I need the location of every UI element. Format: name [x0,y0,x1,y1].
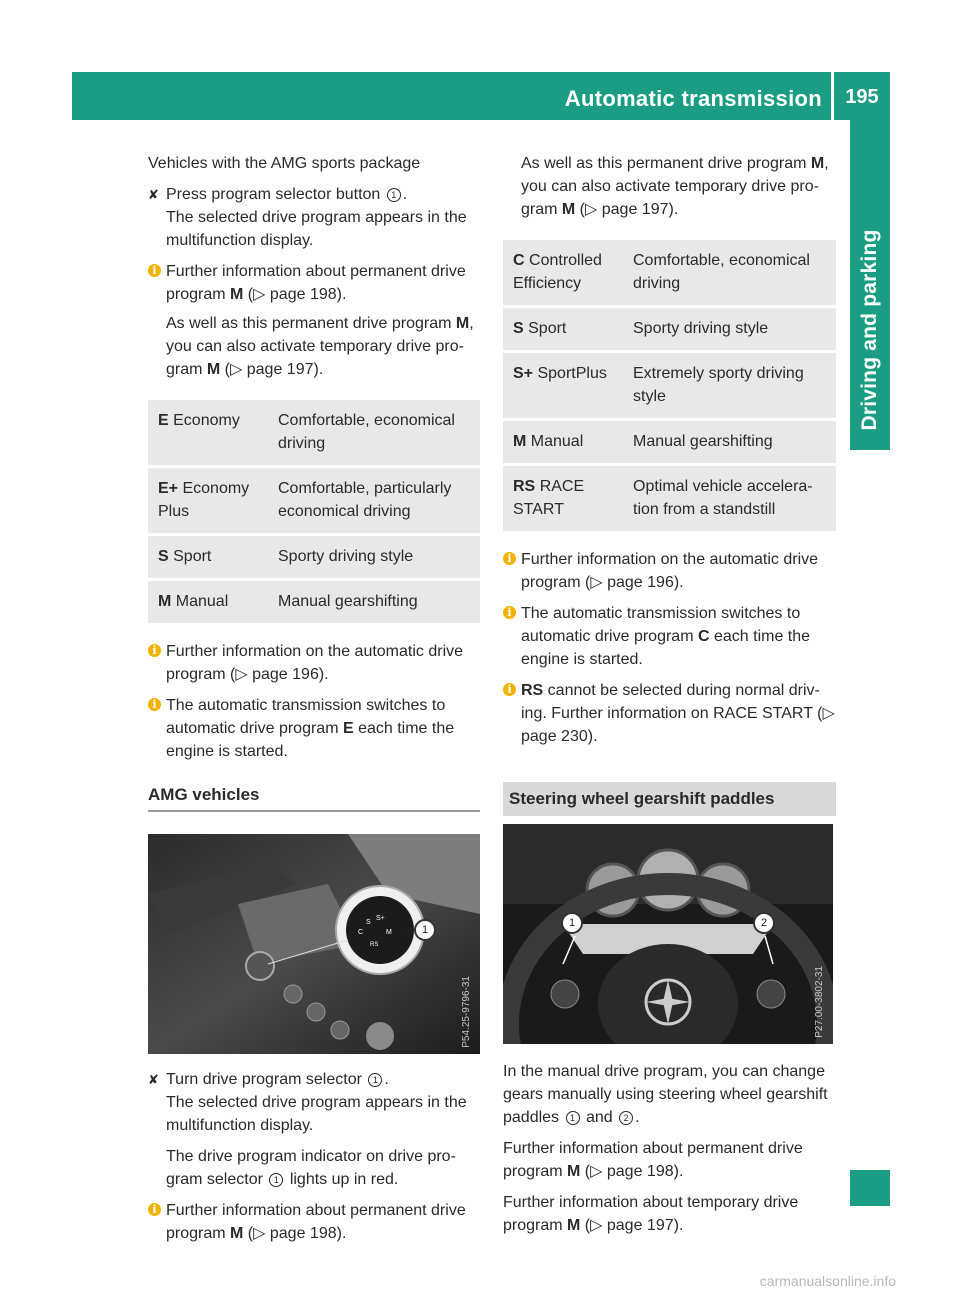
drive-program-table [503,237,836,534]
steering-wheel-illustration [503,824,833,1044]
step-result: The selected drive program appears in the multifunction display. [166,209,467,249]
section-title: Steering wheel gearshift paddles [503,782,836,816]
page-number: 195 [845,86,879,108]
program-description: Comfortable, particularly economical driving [268,468,480,533]
program-code: C [513,252,525,269]
callout-number: 1 [269,1173,283,1187]
instruction-step [148,183,480,252]
program-name-cell [148,581,268,623]
program-name-cell [148,536,268,578]
section-divider [148,810,480,812]
section-title: AMG vehicles [148,785,260,804]
program-description: Comfortable, economical driving [268,400,480,465]
program-description: Comfortable, economical driving [623,240,836,305]
info-icon: i [148,264,161,277]
step-result: The selected drive program appears in the multifunction display. [166,1094,467,1134]
step-arrow-icon: ✘ [148,187,159,202]
info-icon: i [148,698,161,711]
program-description: Sporty driving style [268,536,480,578]
selector-photo [148,834,480,1054]
program-name: Manual [175,593,229,610]
program-name-cell [503,308,623,350]
program-name: Sport [173,548,212,565]
program-name-cell [148,400,268,465]
info-note: i Further information about permanent drive program M (▷ page 198). As well as this permanent drive program M, you can also activate temporary drive pro-gram M (▷ page 197). [148,260,480,381]
table-row [503,421,836,463]
info-icon: i [148,644,161,657]
program-name-cell [503,466,623,531]
right-column [503,152,836,1237]
program-name: Economy [173,412,240,429]
program-description: Manual gearshifting [623,421,836,463]
svg-text:RS: RS [370,942,379,948]
info-note: i The automatic transmission switches to automatic drive program E each time the engine is started. [148,694,480,763]
page-title: Automatic transmission [564,86,822,111]
info-note: i The automatic transmission switches to automatic drive program C each time the engine is started. [503,602,836,671]
instruction-step: ✘ Turn drive program selector 1 . The selected drive program appears in the multifunction display. The drive program indicator on drive pro-gram selector 1 lights up in red. [148,1068,480,1191]
program-description: Manual gearshifting [268,581,480,623]
callout-number: 2 [619,1111,633,1125]
paragraph: In the manual drive program, you can change gears manually using steering wheel gearshift paddles 1 and 2 . [503,1063,828,1126]
program-name: Economy Plus [158,480,250,520]
program-description: Sporty driving style [623,308,836,350]
table-row [148,400,480,465]
info-note: i Further information on the automatic drive program (▷ page 196). [503,548,836,594]
photo-code: P54.25-9796-31 [461,976,472,1048]
drive-program-table [148,397,480,626]
program-name: Sport [528,320,567,337]
info-icon: i [503,606,516,619]
step-text: Press program selector button 1 . [166,186,408,203]
paragraph: Further information about temporary drive program M (▷ page 197). [503,1194,799,1234]
program-name-cell [503,353,623,418]
callout-1: 1 [561,912,583,934]
left-column [148,152,480,1245]
program-description: Extremely sporty driving style [623,353,836,418]
program-code: E [158,412,169,429]
footer-watermark: carmanualsonline.info [759,1273,896,1289]
program-name-cell [148,468,268,533]
program-code: S [513,320,524,337]
callout-number: 1 [368,1073,382,1087]
table-row [503,240,836,305]
header-divider [831,72,834,120]
info-icon: i [503,683,516,696]
program-name: RACE START [513,478,585,518]
table-row [148,468,480,533]
step-arrow-icon: ✘ [148,1072,159,1087]
program-name: Controlled Efficiency [513,252,602,292]
callout-2: 2 [753,912,775,934]
callout-1: 1 [414,919,436,941]
paragraph: As well as this permanent drive program M, you can also activate temporary drive pro-gram M (▷ page 197). [521,155,829,218]
program-description: Optimal vehicle accelera-tion from a standstill [623,466,836,531]
table-row [148,581,480,623]
program-code: E+ [158,480,179,497]
side-tab-label: Driving and parking [858,229,881,431]
table-row [503,308,836,350]
program-name: SportPlus [537,365,607,382]
table-row [503,466,836,531]
program-name: Manual [530,433,584,450]
info-icon: i [503,552,516,565]
info-note: i Further information about permanent drive program M (▷ page 198). [148,1199,480,1245]
svg-text:S: S [366,919,371,926]
program-code: M [513,433,527,450]
steering-wheel-photo [503,824,833,1044]
table-row [148,536,480,578]
info-note: i RS cannot be selected during normal driv-ing. Further information on RACE START (▷ page 230). [503,679,836,748]
svg-text:C: C [358,929,364,936]
callout-number: 1 [387,188,401,202]
program-name-cell [503,240,623,305]
program-code: RS [513,478,536,495]
callout-number: 1 [566,1111,580,1125]
table-row [503,353,836,418]
info-icon: i [148,1203,161,1216]
center-console-illustration [148,834,480,1054]
program-name-cell [503,421,623,463]
paragraph: Further information about permanent drive program M (▷ page 198). [503,1140,803,1180]
svg-text:S+: S+ [376,915,385,922]
svg-text:M: M [386,929,392,936]
info-note: i Further information on the automatic drive program (▷ page 196). [148,640,480,686]
program-code: S [158,548,169,565]
program-code: M [158,593,172,610]
side-tab-marker [850,1170,890,1206]
intro-text: Vehicles with the AMG sports package [148,155,421,172]
program-code: S+ [513,365,534,382]
photo-code: P27.00-3802-31 [814,966,825,1038]
